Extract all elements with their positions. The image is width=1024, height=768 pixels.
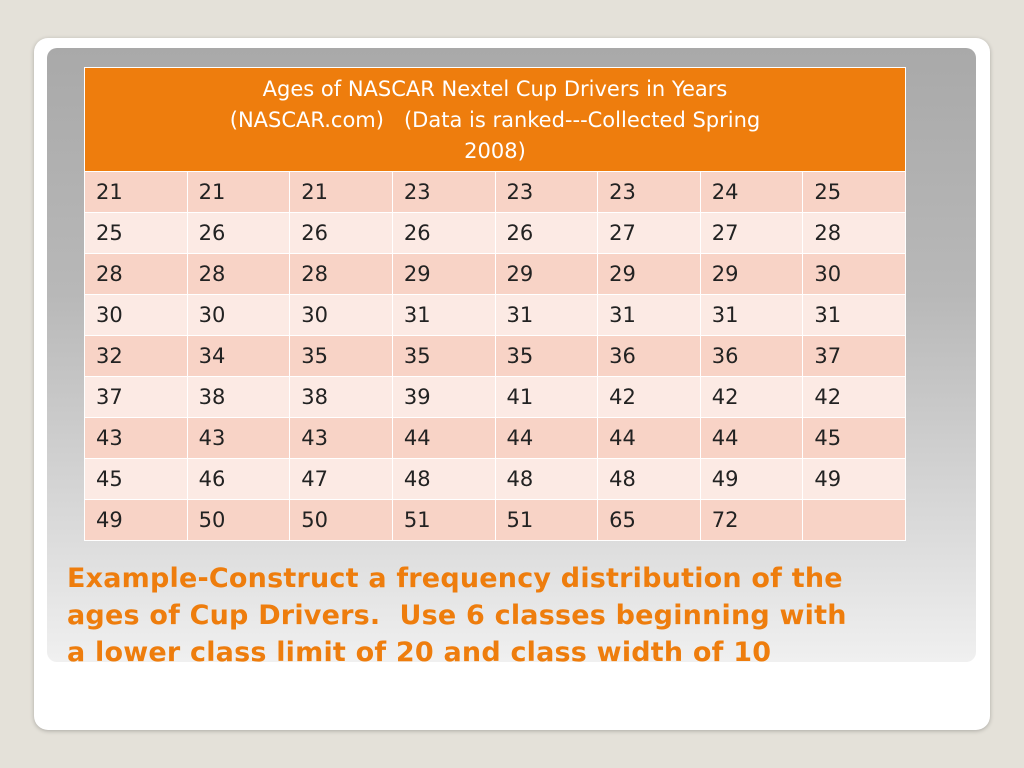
table-cell: 44 — [495, 418, 598, 459]
table-cell: 32 — [85, 336, 188, 377]
table-row — [85, 213, 906, 254]
table-row — [85, 336, 906, 377]
table-cell: 29 — [598, 254, 701, 295]
table-cell: 47 — [290, 459, 393, 500]
table-cell: 51 — [392, 500, 495, 541]
table-title-line-1: Ages of NASCAR Nextel Cup Drivers in Years — [262, 77, 728, 101]
table-cell: 21 — [187, 172, 290, 213]
table-cell: 36 — [700, 336, 803, 377]
table-cell: 36 — [598, 336, 701, 377]
table-cell: 26 — [290, 213, 393, 254]
table-cell: 34 — [187, 336, 290, 377]
table-cell: 30 — [803, 254, 906, 295]
table-cell: 23 — [598, 172, 701, 213]
table-cell: 28 — [803, 213, 906, 254]
table-title-line-2: (NASCAR.com) (Data is ranked---Collected Spring — [229, 108, 761, 132]
table-cell: 49 — [85, 500, 188, 541]
table-row — [85, 500, 906, 541]
table-cell: 42 — [598, 377, 701, 418]
instruction-line-3: a lower class limit of 20 and class width of 10 — [67, 637, 772, 668]
table-cell: 39 — [392, 377, 495, 418]
table-cell: 50 — [187, 500, 290, 541]
table-cell: 29 — [700, 254, 803, 295]
table-cell: 41 — [495, 377, 598, 418]
table-cell: 38 — [187, 377, 290, 418]
table-cell: 37 — [803, 336, 906, 377]
table-cell: 38 — [290, 377, 393, 418]
table-cell: 31 — [495, 295, 598, 336]
table-cell: 23 — [392, 172, 495, 213]
table-cell: 42 — [700, 377, 803, 418]
table-cell: 45 — [803, 418, 906, 459]
table-cell: 28 — [290, 254, 393, 295]
table-row — [85, 254, 906, 295]
table-cell: 50 — [290, 500, 393, 541]
table-cell: 30 — [290, 295, 393, 336]
table-cell: 27 — [598, 213, 701, 254]
table-cell: 46 — [187, 459, 290, 500]
table-cell: 26 — [392, 213, 495, 254]
table-cell: 65 — [598, 500, 701, 541]
table-cell: 37 — [85, 377, 188, 418]
table-row — [85, 459, 906, 500]
table-title — [85, 68, 906, 172]
table-row — [85, 172, 906, 213]
table-cell: 35 — [392, 336, 495, 377]
table-cell: 31 — [392, 295, 495, 336]
table-cell: 35 — [290, 336, 393, 377]
table-cell — [803, 500, 906, 541]
table-cell: 29 — [392, 254, 495, 295]
table-cell: 31 — [598, 295, 701, 336]
instruction-text — [67, 560, 967, 671]
table-container — [84, 67, 906, 541]
table-cell: 31 — [700, 295, 803, 336]
table-cell: 48 — [495, 459, 598, 500]
table-row — [85, 418, 906, 459]
table-cell: 43 — [290, 418, 393, 459]
table-cell: 21 — [290, 172, 393, 213]
table-cell: 25 — [803, 172, 906, 213]
table-cell: 24 — [700, 172, 803, 213]
table-cell: 49 — [803, 459, 906, 500]
table-title-line-3: 2008) — [464, 139, 526, 163]
instruction-line-1: Example-Construct a frequency distribution of the — [67, 563, 843, 594]
ages-table — [84, 67, 906, 541]
table-cell: 25 — [85, 213, 188, 254]
table-cell: 72 — [700, 500, 803, 541]
table-cell: 43 — [85, 418, 188, 459]
table-cell: 30 — [187, 295, 290, 336]
table-row — [85, 295, 906, 336]
table-header-row — [85, 68, 906, 172]
table-cell: 42 — [803, 377, 906, 418]
table-body — [85, 172, 906, 541]
table-cell: 26 — [495, 213, 598, 254]
table-cell: 23 — [495, 172, 598, 213]
table-cell: 49 — [700, 459, 803, 500]
table-cell: 43 — [187, 418, 290, 459]
table-cell: 44 — [700, 418, 803, 459]
table-cell: 26 — [187, 213, 290, 254]
table-cell: 48 — [598, 459, 701, 500]
table-cell: 29 — [495, 254, 598, 295]
table-cell: 28 — [85, 254, 188, 295]
table-cell: 30 — [85, 295, 188, 336]
table-row — [85, 377, 906, 418]
table-cell: 51 — [495, 500, 598, 541]
table-cell: 31 — [803, 295, 906, 336]
table-cell: 27 — [700, 213, 803, 254]
instruction-line-2: ages of Cup Drivers. Use 6 classes beginning with — [67, 600, 847, 631]
table-cell: 35 — [495, 336, 598, 377]
table-cell: 45 — [85, 459, 188, 500]
table-cell: 28 — [187, 254, 290, 295]
table-cell: 44 — [392, 418, 495, 459]
table-cell: 44 — [598, 418, 701, 459]
table-cell: 21 — [85, 172, 188, 213]
table-cell: 48 — [392, 459, 495, 500]
